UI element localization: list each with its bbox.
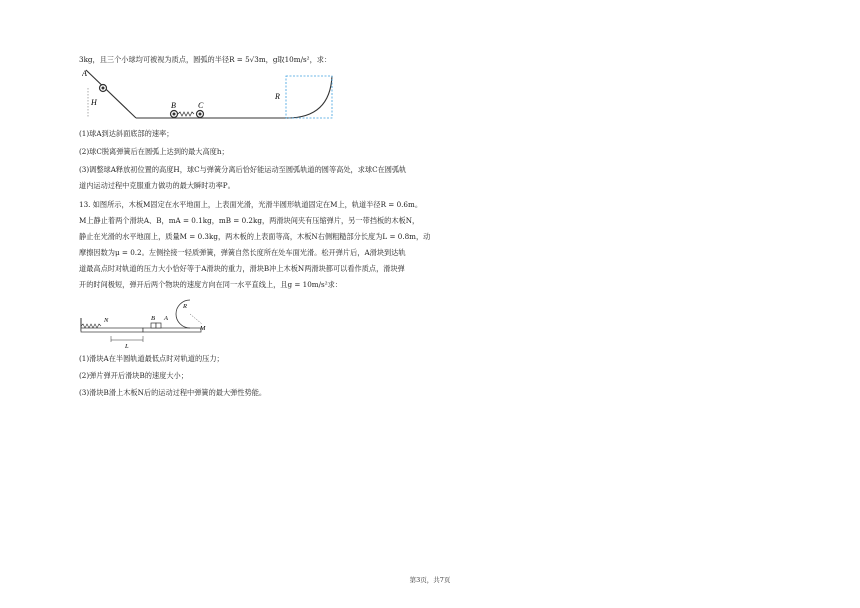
label-c: C	[198, 101, 204, 110]
block-b	[151, 323, 156, 328]
problem13-stem-4: 摩擦因数为μ = 0.2。左侧拴接一轻质弹簧，弹簧自然长度所在处车面光滑。松开弹片后，A滑块到达轨	[79, 248, 406, 257]
problem13-stem-5: 道最高点时对轨道的压力大小恰好等于A滑块的重力，滑块B冲上木板N两滑块都可以看作质点，滑块弹	[79, 264, 405, 273]
label-b: B	[151, 315, 155, 322]
board-m	[143, 328, 201, 332]
problem13-stem-2: M上静止着两个滑块A、B，mA = 0.1kg，mB = 0.2kg，两滑块间夹有压缩弹片，另一带挡板的木板N，	[79, 216, 420, 225]
problem12-question-2: (2)球C脱离弹簧后在圆弧上达到的最大高度h；	[79, 147, 229, 156]
label-r: R	[275, 92, 280, 101]
label-b: B	[171, 101, 176, 110]
spring	[81, 324, 101, 328]
label-a: A	[82, 69, 87, 78]
problem13-question-1: (1)滑块A在半圆轨道最低点时对轨道的压力；	[79, 354, 224, 363]
problem12-question-3a: (3)调整球A释放初位置的高度H，球C与弹簧分离后恰好能运动至圆弧轨道的圆等高处，求球C在圆弧轨	[79, 165, 407, 174]
label-r: R	[183, 303, 187, 310]
problem12-question-3b: 道内运动过程中克服重力做功的最大瞬时功率P。	[79, 181, 235, 190]
page-number: 第3页，共7页	[409, 576, 451, 584]
problem13-stem-3: 静止在光滑的水平地面上，质量M = 0.3kg，两木板的上表面等高，木板N右侧粗糙部分长度为L = 0.8m，动	[79, 232, 431, 241]
spring	[178, 112, 194, 116]
problem13-stem-1: 13. 如图所示，木板M固定在水平地面上，上表面光滑，光滑半圆形轨道固定在M上，轨道半径R = 0.6m。	[79, 200, 423, 209]
board-n	[81, 328, 143, 332]
label-l: L	[125, 343, 129, 350]
problem12-question-1: (1)球A到达斜面底部的速率；	[79, 129, 174, 138]
problem13-stem-6: 开的时间极短，弹开后两个物块的速度方向在同一水平直线上，且g = 10m/s²求：	[79, 280, 342, 289]
block-a	[156, 323, 161, 328]
label-n: N	[104, 317, 109, 324]
problem13-question-3: (3)滑块B滑上木板N后的运动过程中弹簧的最大弹性势能。	[79, 388, 267, 397]
label-h: H	[91, 98, 97, 107]
problem12-intro: 3kg，且三个小球均可被视为质点，圆弧的半径R = 5√3m，g取10m/s²，求：	[79, 55, 332, 64]
label-a: A	[164, 315, 168, 322]
label-m: M	[200, 325, 206, 332]
figure-board-track	[78, 296, 218, 352]
problem13-question-2: (2)弹片弹开后滑块B的速度大小；	[79, 371, 188, 380]
figure-incline-track	[82, 68, 342, 126]
